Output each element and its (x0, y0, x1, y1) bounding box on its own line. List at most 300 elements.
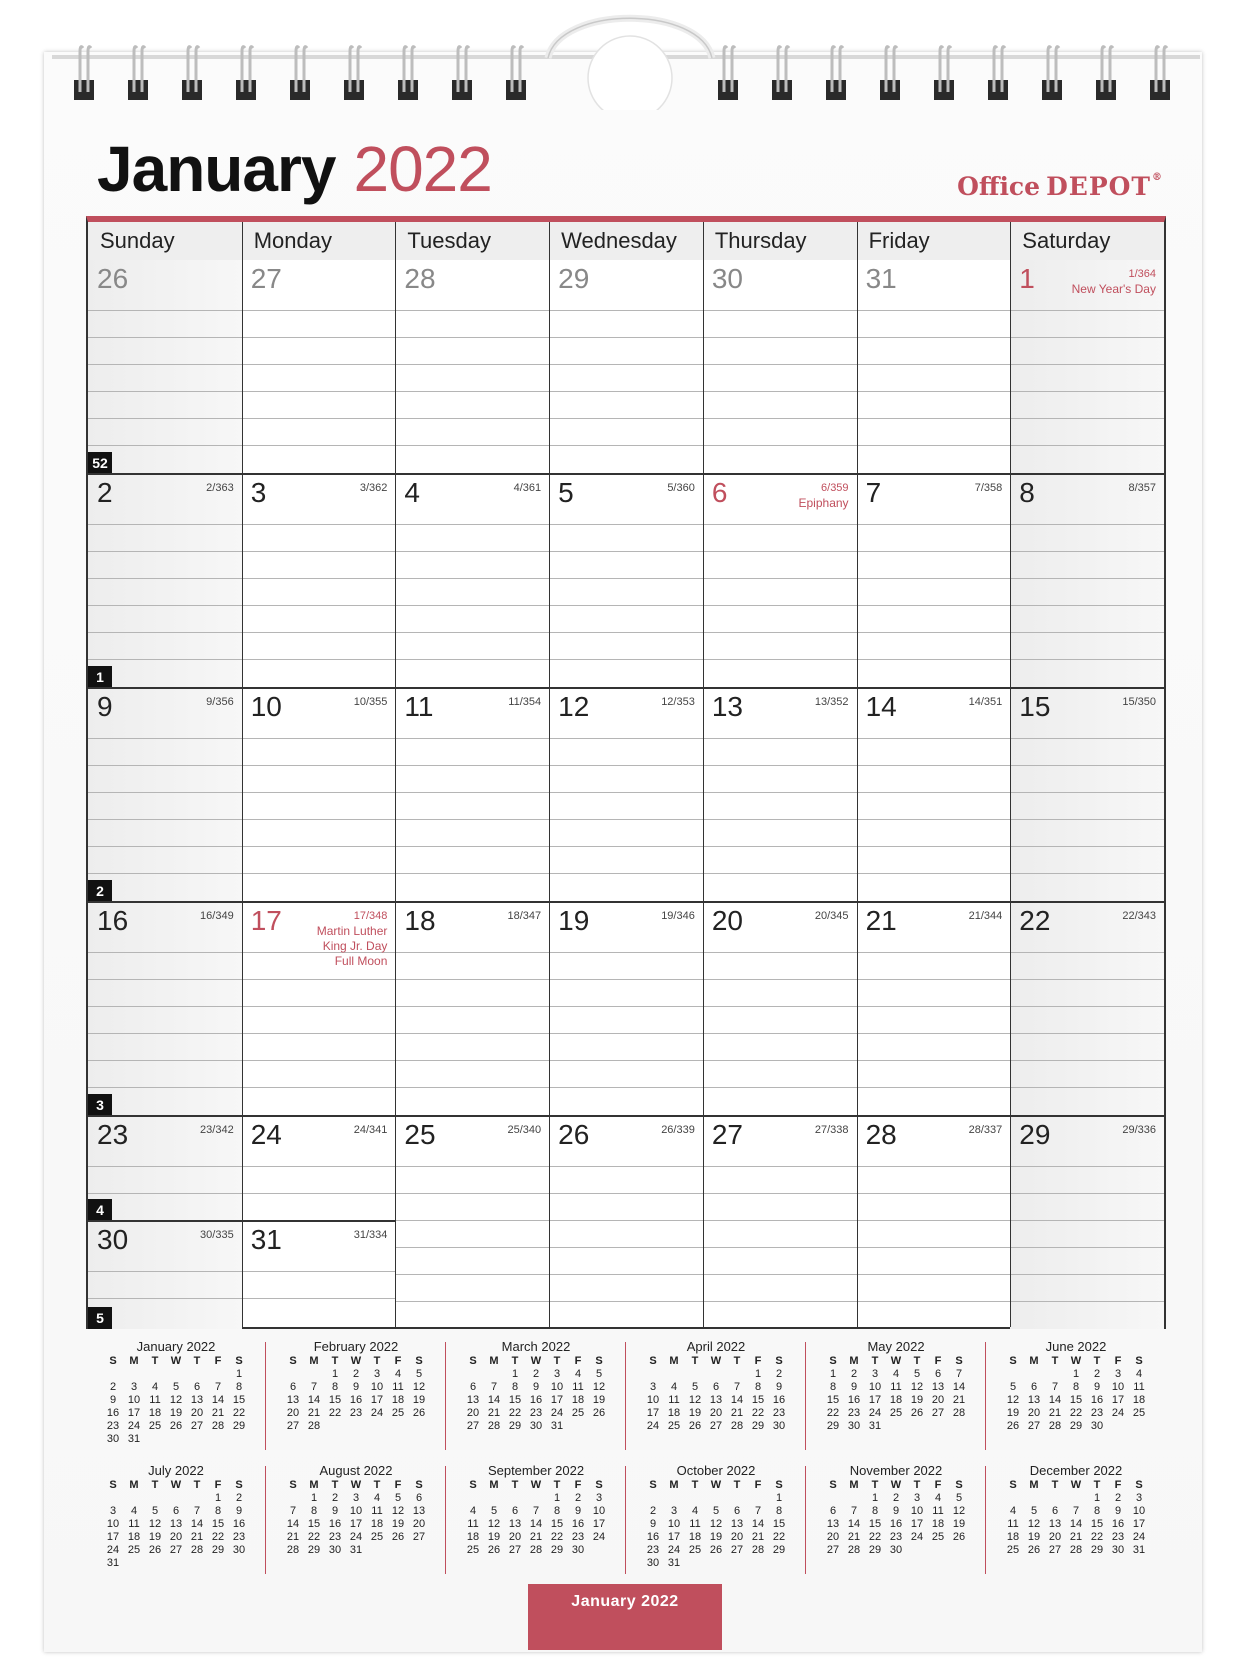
mini-date: 3 (109, 1505, 117, 1517)
mini-date: 22 (772, 1531, 786, 1543)
day-cell[interactable] (703, 474, 857, 688)
mini-date: 20 (826, 1531, 840, 1543)
mini-date: 17 (550, 1394, 564, 1406)
mini-date: 9 (574, 1505, 582, 1517)
writing-line (395, 578, 549, 579)
day-cell[interactable] (88, 474, 242, 688)
writing-line (1010, 1247, 1164, 1248)
writing-line (1010, 873, 1164, 874)
mini-week-row (103, 1492, 250, 1505)
mini-date: 3 (553, 1368, 561, 1380)
mini-day-header-row (103, 1479, 250, 1492)
mini-date: 15 (772, 1518, 786, 1530)
mini-date (886, 1420, 907, 1433)
day-cell[interactable] (857, 1116, 1011, 1329)
mini-date: 9 (352, 1381, 360, 1393)
writing-line (242, 418, 396, 419)
day-number: 27 (250, 263, 282, 294)
mini-week-row (823, 1368, 970, 1381)
mini-date: 2 (331, 1492, 339, 1504)
writing-line (395, 765, 549, 766)
mini-date (505, 1492, 526, 1505)
mini-month-table (643, 1355, 790, 1433)
mini-week-row (643, 1420, 790, 1433)
mini-date: 10 (868, 1381, 882, 1393)
writing-line (395, 1060, 549, 1061)
mini-date: 29 (211, 1544, 225, 1556)
writing-line (88, 792, 242, 793)
writing-line (1010, 1274, 1164, 1275)
writing-line (88, 1087, 242, 1088)
mini-date: 24 (667, 1544, 681, 1556)
mini-date: 12 (487, 1518, 501, 1530)
mini-day-header: S (109, 1479, 117, 1491)
mini-day-header: F (1114, 1479, 1122, 1491)
writing-line (395, 1220, 549, 1221)
mini-date: 2 (649, 1505, 657, 1517)
writing-line (857, 1274, 1011, 1275)
mini-week-row (643, 1407, 790, 1420)
writing-line (857, 1193, 1011, 1194)
day-cell[interactable] (395, 1116, 549, 1329)
mini-date: 29 (307, 1544, 321, 1556)
mini-month-separator (445, 1342, 446, 1450)
mini-date (1003, 1492, 1024, 1505)
mini-week-row (103, 1433, 250, 1446)
mini-date: 16 (106, 1407, 120, 1419)
week-divider (88, 1220, 395, 1222)
writing-line (549, 1006, 703, 1007)
mini-week-row (463, 1492, 610, 1505)
day-cell[interactable] (242, 688, 396, 902)
mini-date: 4 (469, 1505, 477, 1517)
writing-line (1010, 1193, 1164, 1194)
mini-date: 28 (952, 1407, 966, 1419)
mini-day-header: S (469, 1355, 477, 1367)
mini-day-header: F (934, 1479, 942, 1491)
mini-day-header: F (214, 1355, 222, 1367)
mini-date: 16 (571, 1518, 585, 1530)
mini-week-row (643, 1381, 790, 1394)
writing-line (857, 1087, 1011, 1088)
day-cell[interactable] (549, 474, 703, 688)
mini-week-row (1003, 1407, 1150, 1420)
day-of-year: 24/341 (353, 1124, 388, 1136)
day-cell[interactable] (395, 688, 549, 902)
writing-line (242, 524, 396, 525)
day-cell[interactable] (88, 1221, 242, 1329)
mini-date: 30 (571, 1544, 585, 1556)
writing-line (1010, 310, 1164, 311)
mini-day-header: F (754, 1479, 762, 1491)
writing-line (703, 1087, 857, 1088)
day-cell[interactable] (549, 260, 703, 474)
writing-line (857, 391, 1011, 392)
mini-month-title: December 2022 (1029, 1463, 1123, 1478)
writing-line (549, 873, 703, 874)
mini-day-header: S (829, 1355, 837, 1367)
writing-line (549, 659, 703, 660)
mini-date: 26 (709, 1544, 723, 1556)
mini-day-header: W (710, 1479, 722, 1491)
mini-date: 6 (1030, 1381, 1038, 1393)
writing-line (703, 364, 857, 365)
writing-line (395, 632, 549, 633)
mini-date: 22 (1069, 1407, 1083, 1419)
day-cell[interactable] (857, 260, 1011, 474)
mini-date: 27 (286, 1420, 300, 1432)
writing-line (88, 337, 242, 338)
mini-date: 19 (1027, 1531, 1041, 1543)
writing-line (1010, 1220, 1164, 1221)
mini-day-header: W (350, 1355, 362, 1367)
writing-line (549, 1060, 703, 1061)
mini-date: 12 (688, 1394, 702, 1406)
day-of-year: 1/364 (1128, 268, 1156, 280)
mini-date (166, 1557, 187, 1570)
mini-date: 27 (508, 1544, 522, 1556)
mini-week-row (643, 1531, 790, 1544)
mini-date: 13 (1048, 1518, 1062, 1530)
mini-date (145, 1433, 166, 1446)
day-cell[interactable] (549, 1116, 703, 1329)
mini-date (823, 1492, 844, 1505)
day-cell[interactable] (703, 1116, 857, 1329)
day-cell[interactable] (395, 260, 549, 474)
mini-date: 28 (1048, 1420, 1062, 1432)
mini-day-header: T (733, 1479, 741, 1491)
mini-month-title: May 2022 (867, 1339, 925, 1354)
mini-day-header: F (394, 1479, 402, 1491)
day-cell[interactable] (703, 688, 857, 902)
day-of-year: 8/357 (1128, 482, 1156, 494)
mini-date: 16 (328, 1518, 342, 1530)
mini-date: 1 (1093, 1492, 1101, 1504)
mini-date: 14 (730, 1394, 744, 1406)
mini-date: 14 (952, 1381, 966, 1393)
mini-date: 5 (1030, 1505, 1038, 1517)
day-cell[interactable] (857, 688, 1011, 902)
writing-line (88, 765, 242, 766)
mini-date: 30 (847, 1420, 861, 1432)
day-of-year: 7/358 (974, 482, 1003, 494)
mini-date: 22 (550, 1531, 564, 1543)
writing-line (703, 1247, 857, 1248)
mini-week-row (823, 1407, 970, 1420)
mini-date: 13 (466, 1394, 480, 1406)
mini-date: 5 (1009, 1381, 1017, 1393)
mini-date: 30 (1111, 1544, 1125, 1556)
day-cell[interactable] (703, 260, 857, 474)
day-cell[interactable] (88, 1116, 242, 1221)
day-cell[interactable] (857, 474, 1011, 688)
day-cell[interactable] (88, 688, 242, 902)
day-of-year: 16/349 (200, 910, 234, 922)
mini-date: 28 (211, 1420, 225, 1432)
mini-date: 24 (1132, 1531, 1146, 1543)
writing-line (1010, 337, 1164, 338)
mini-date: 23 (772, 1407, 786, 1419)
mini-date: 17 (592, 1518, 606, 1530)
mini-month-title: September 2022 (487, 1463, 585, 1478)
mini-date: 13 (190, 1394, 204, 1406)
writing-line (242, 1087, 396, 1088)
writing-line (857, 445, 1011, 446)
mini-date: 1 (214, 1492, 222, 1504)
mini-week-row (823, 1492, 970, 1505)
day-number: 23 (97, 1119, 129, 1150)
mini-day-header: S (235, 1355, 243, 1367)
mini-date: 21 (286, 1531, 300, 1543)
mini-month-table (1003, 1479, 1150, 1557)
mini-month (266, 1462, 446, 1582)
mini-date (589, 1420, 610, 1433)
mini-week-row (283, 1531, 430, 1544)
mini-week-row (823, 1518, 970, 1531)
day-cell[interactable] (1010, 474, 1164, 688)
mini-date: 19 (391, 1518, 405, 1530)
mini-day-header: M (489, 1479, 499, 1491)
mini-date: 11 (128, 1518, 140, 1530)
mini-day-header: S (289, 1355, 297, 1367)
mini-date: 1 (1072, 1368, 1080, 1380)
writing-line (395, 445, 549, 446)
mini-day-header: S (1009, 1479, 1017, 1491)
mini-date: 9 (850, 1381, 858, 1393)
mini-date (187, 1492, 208, 1505)
writing-line (1010, 738, 1164, 739)
mini-day-header-row (1003, 1355, 1150, 1368)
mini-date: 5 (415, 1368, 423, 1380)
day-number: 2 (97, 477, 113, 508)
mini-date (103, 1368, 124, 1381)
mini-date: 18 (148, 1407, 162, 1419)
mini-month-table (823, 1479, 970, 1557)
mini-date: 19 (412, 1394, 426, 1406)
mini-date: 3 (649, 1381, 657, 1393)
mini-month-title: August 2022 (319, 1463, 393, 1478)
writing-line (88, 1006, 242, 1007)
mini-date: 21 (529, 1531, 543, 1543)
day-of-year: 4/361 (513, 482, 542, 494)
mini-date: 22 (751, 1407, 765, 1419)
writing-line (395, 1087, 549, 1088)
writing-line (242, 792, 396, 793)
mini-date: 4 (151, 1381, 159, 1393)
mini-day-header-row (823, 1355, 970, 1368)
mini-week-row (283, 1407, 430, 1420)
mini-week-row (1003, 1381, 1150, 1394)
week-number-badge: 5 (88, 1307, 112, 1329)
mini-date: 16 (772, 1394, 786, 1406)
writing-line (549, 418, 703, 419)
mini-day-header: W (170, 1479, 182, 1491)
mini-date: 19 (709, 1531, 723, 1543)
writing-line (1010, 1087, 1164, 1088)
mini-date: 22 (307, 1531, 321, 1543)
writing-line (549, 819, 703, 820)
writing-line (242, 551, 396, 552)
mini-date: 29 (232, 1420, 246, 1432)
day-cell[interactable] (857, 902, 1011, 1116)
mini-month (626, 1462, 806, 1582)
mini-week-row (463, 1505, 610, 1518)
day-of-year: 11/354 (508, 696, 542, 708)
mini-day-header: T (733, 1355, 741, 1367)
mini-date: 1 (871, 1492, 879, 1504)
day-of-year: 28/337 (968, 1124, 1003, 1136)
mini-date (166, 1433, 187, 1446)
mini-date (727, 1557, 748, 1570)
day-cell[interactable] (242, 260, 396, 474)
mini-date: 16 (1090, 1394, 1104, 1406)
mini-week-row (1003, 1531, 1150, 1544)
mini-date: 19 (1006, 1407, 1020, 1419)
day-cell[interactable] (242, 474, 396, 688)
day-number: 30 (711, 263, 743, 294)
mini-date: 28 (847, 1544, 861, 1556)
mini-day-header: W (170, 1355, 182, 1367)
day-cell[interactable] (1010, 260, 1164, 474)
mini-day-header: T (1093, 1355, 1101, 1367)
writing-line (549, 445, 703, 446)
mini-date: 5 (691, 1381, 699, 1393)
mini-date (1024, 1492, 1045, 1505)
day-cell[interactable] (1010, 1116, 1164, 1329)
week-divider (88, 473, 1164, 475)
mini-date: 27 (1027, 1420, 1041, 1432)
mini-date: 4 (691, 1505, 699, 1517)
writing-line (88, 551, 242, 552)
mini-month-title: January 2022 (136, 1339, 216, 1354)
mini-date (706, 1368, 727, 1381)
mini-date: 1 (775, 1492, 783, 1504)
mini-date: 1 (511, 1368, 519, 1380)
day-cell[interactable] (1010, 902, 1164, 1116)
writing-line (703, 524, 857, 525)
mini-date: 29 (772, 1544, 786, 1556)
writing-line (88, 1193, 242, 1194)
writing-line (395, 391, 549, 392)
mini-week-row (643, 1518, 790, 1531)
writing-line (549, 632, 703, 633)
day-cell[interactable] (242, 1221, 396, 1329)
mini-date: 29 (751, 1420, 765, 1432)
day-cell[interactable] (703, 902, 857, 1116)
mini-day-header: T (871, 1479, 879, 1491)
day-cell[interactable] (549, 688, 703, 902)
day-cell[interactable] (88, 260, 242, 474)
mini-date: 20 (508, 1531, 522, 1543)
mini-day-header-row (643, 1355, 790, 1368)
day-number: 12 (558, 691, 590, 722)
mini-date: 23 (571, 1531, 585, 1543)
mini-day-header: T (1093, 1479, 1101, 1491)
week-number-badge: 2 (88, 880, 112, 902)
holiday-note: New Year's Day (1071, 282, 1156, 296)
mini-date: 23 (847, 1407, 861, 1419)
day-cell[interactable] (1010, 688, 1164, 902)
mini-day-header: W (530, 1355, 542, 1367)
writing-line (1010, 1006, 1164, 1007)
mini-date: 23 (349, 1407, 363, 1419)
mini-date: 8 (829, 1381, 837, 1393)
mini-date: 5 (913, 1368, 921, 1380)
mini-month-table (283, 1479, 430, 1557)
year-overview (86, 1338, 1166, 1578)
mini-date: 20 (709, 1407, 723, 1419)
mini-date (409, 1420, 430, 1433)
mini-day-header: W (890, 1479, 902, 1491)
writing-line (857, 873, 1011, 874)
week-divider (88, 1115, 1164, 1117)
mini-day-header: M (849, 1479, 859, 1491)
mini-date: 6 (193, 1381, 201, 1393)
day-cell[interactable] (549, 902, 703, 1116)
mini-day-header: S (955, 1479, 963, 1491)
mini-date (187, 1557, 208, 1570)
mini-date: 8 (310, 1505, 318, 1517)
mini-date: 24 (127, 1420, 141, 1432)
mini-month (626, 1338, 806, 1458)
mini-date: 17 (127, 1407, 141, 1419)
writing-line (1010, 551, 1164, 552)
mini-day-header: S (649, 1355, 657, 1367)
mini-day-header: F (214, 1479, 222, 1491)
mini-week-row (103, 1505, 250, 1518)
day-cell[interactable] (242, 1116, 396, 1221)
writing-line (549, 1193, 703, 1194)
day-number: 31 (250, 1224, 282, 1255)
day-cell[interactable] (242, 902, 396, 1116)
writing-line (1010, 1060, 1164, 1061)
mini-date: 15 (211, 1518, 225, 1530)
mini-date: 7 (1072, 1505, 1080, 1517)
mini-day-header: T (913, 1355, 921, 1367)
day-cell[interactable] (88, 902, 242, 1116)
mini-date: 8 (871, 1505, 879, 1517)
mini-date: 10 (646, 1394, 660, 1406)
mini-day-header: T (331, 1355, 339, 1367)
mini-date: 13 (709, 1394, 723, 1406)
writing-line (549, 1087, 703, 1088)
mini-date (664, 1368, 685, 1381)
mini-date: 11 (932, 1505, 944, 1517)
writing-line (1010, 632, 1164, 633)
writing-line (1010, 578, 1164, 579)
mini-date (769, 1557, 790, 1570)
day-cell[interactable] (395, 902, 549, 1116)
mini-day-header-row (463, 1355, 610, 1368)
writing-line (242, 1298, 396, 1299)
writing-line (549, 1247, 703, 1248)
mini-date: 22 (211, 1531, 225, 1543)
mini-date: 8 (775, 1505, 783, 1517)
mini-date: 5 (955, 1492, 963, 1504)
writing-line (549, 1033, 703, 1034)
day-of-year: 15/350 (1122, 696, 1156, 708)
mini-date: 24 (868, 1407, 882, 1419)
column-divider (857, 222, 858, 1327)
day-number: 22 (1019, 905, 1051, 936)
writing-line (703, 578, 857, 579)
day-cell[interactable] (395, 474, 549, 688)
mini-date: 2 (532, 1368, 540, 1380)
mini-date: 15 (751, 1394, 765, 1406)
mini-date: 27 (412, 1531, 426, 1543)
writing-line (857, 418, 1011, 419)
writing-line (703, 551, 857, 552)
